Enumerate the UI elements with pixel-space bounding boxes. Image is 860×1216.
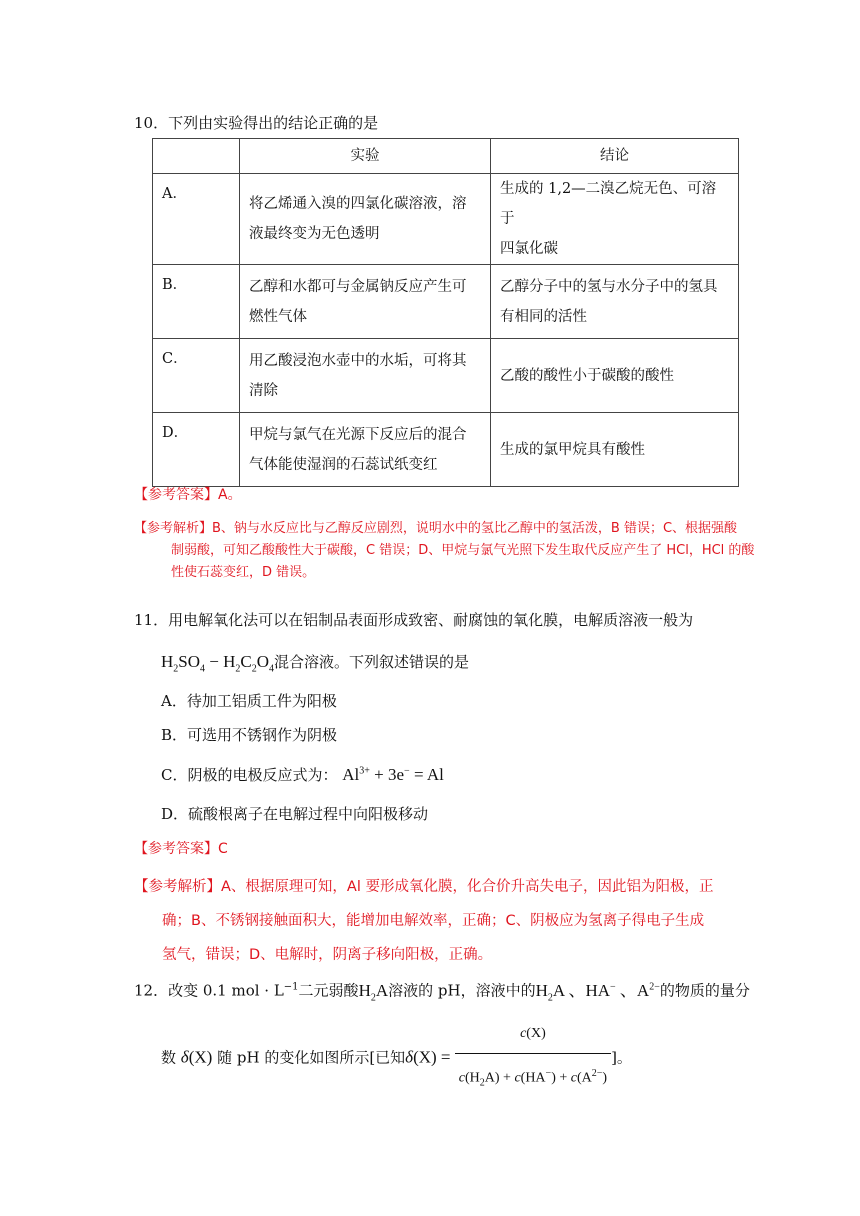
q12-stem-line2 (161, 1016, 632, 1101)
analysis-line: 氢气，错误；D、电解时，阴离子移向阳极，正确。 (162, 947, 493, 963)
experiment-line: 燃性气体 (249, 308, 307, 325)
h2a-formula: $H_2A$ (358, 980, 389, 1004)
experiment-table (152, 138, 739, 487)
experiment-line: 甲烷与氯气在光源下反应后的混合 (249, 426, 467, 443)
q12-text-c: 溶液的 pH，溶液中的 (388, 981, 536, 1000)
cathode-equation: $Al^{3+} + 3e^- = Al$ (342, 765, 444, 784)
q11-answer (134, 838, 228, 858)
row-experiment (240, 174, 491, 265)
analysis-line: 【参考解析】A、根据原理可知，Al 要形成氧化膜，化合价升高失电子，因此铝为阳极，正 (134, 879, 714, 895)
table-header-cell (153, 139, 240, 174)
table-row (153, 174, 739, 265)
q11-option-a: A．待加工铝质工件为阳极 (161, 692, 337, 710)
row-experiment (240, 413, 491, 487)
species-formulas: $H_2A$ 、HA− 、$A^{2-}$ (535, 980, 660, 1004)
q11-option-d: D．硫酸根离子在电解过程中向阳极移动 (161, 805, 429, 823)
q12-text-g: ]。 (611, 1048, 632, 1067)
analysis-line: 【参考解析】B、钠与水反应比与乙醇反应剧烈，说明水中的氢比乙醇中的氢活泼，B 错误；C、根据强酸 (134, 521, 738, 536)
experiment-line: 清除 (249, 382, 278, 399)
q12-text-e: 数 (161, 1048, 177, 1067)
row-experiment (240, 265, 491, 339)
table-header-experiment: 实验 (240, 139, 491, 174)
experiment-line: 用乙酸浸泡水壶中的水垢，可将其 (249, 352, 467, 369)
q11-analysis (134, 870, 713, 972)
analysis-line: 制弱酸，可知乙酸酸性大于碳酸，C 错误；D、甲烷与氯气光照下发生取代反应产生了 HCl，HCl 的酸 (171, 543, 755, 558)
q11-stem-suffix: 混合溶液。下列叙述错误的是 (274, 653, 470, 671)
q12-text-a: 12．改变 0.1 mol · L (134, 981, 284, 1000)
table-header-row (153, 139, 739, 174)
row-option-label: A． (153, 174, 240, 265)
q11-option-b: B．可选用不锈钢作为阴极 (161, 726, 338, 744)
analysis-line: 确；B、不锈钢接触面积大，能增加电解效率，正确；C、阴极应为氢离子得电子生成 (162, 913, 705, 929)
answer-value: C (218, 841, 228, 857)
q10-analysis (134, 518, 754, 584)
electrolyte-formula: $H_2SO_4 - H_2C_2O_4$ (161, 652, 275, 675)
row-option-label: C． (153, 339, 240, 413)
row-experiment (240, 339, 491, 413)
q12-stem-line1: 12．改变 0.1 mol · $L^{-1}$二元弱酸$H_2A$溶液的 pH，溶液中的$H_2A$ 、HA− 、$A^{2-}$的物质的量分 (134, 980, 750, 1004)
row-conclusion (491, 174, 739, 265)
table-row (153, 339, 739, 413)
row-option-label: D． (153, 413, 240, 487)
q11-option-c (161, 764, 444, 785)
answer-label: 【参考答案】 (134, 841, 218, 857)
conclusion-line: 乙醇分子中的氢与水分子中的氢具 (500, 278, 718, 295)
q12-text-b: 二元弱酸 (298, 981, 359, 1000)
q10-stem: 10．下列由实验得出的结论正确的是 (134, 114, 379, 132)
q11-stem: 11．用电解氧化法可以在铝制品表面形成致密、耐腐蚀的氧化膜，电解质溶液一般为 (134, 611, 694, 629)
table-row (153, 413, 739, 487)
table-row (153, 265, 739, 339)
delta-definition: δ(X) = (405, 1047, 455, 1067)
q12-text-f: 随 pH 的变化如图所示[已知 (217, 1048, 406, 1067)
q11-stem-line2 (161, 652, 469, 679)
experiment-line: 乙醇和水都可与金属钠反应产生可 (249, 278, 467, 295)
analysis-line: 性使石蕊变红，D 错误。 (171, 565, 316, 580)
table-header-conclusion: 结论 (491, 139, 739, 174)
option-c-text: C．阴极的电极反应式为： (161, 766, 338, 784)
experiment-line: 液最终变为无色透明 (249, 226, 380, 242)
row-conclusion: 乙酸的酸性小于碳酸的酸性 (491, 339, 739, 413)
conclusion-line: 有相同的活性 (500, 308, 587, 325)
q10-answer: 【参考答案】A。 (134, 487, 242, 503)
delta-symbol: δ(X) (180, 1047, 213, 1067)
row-option-label: B． (153, 265, 240, 339)
row-conclusion: 生成的氯甲烷具有酸性 (491, 413, 739, 487)
fraction-formula: $\frac{c(X)}{c(H_2A) + c(HA^-) + c(A^{2-})}$ (455, 1016, 611, 1101)
row-conclusion (491, 265, 739, 339)
conclusion-line: 四氯化碳 (500, 241, 558, 257)
experiment-line: 将乙烯通入溴的四氯化碳溶液，溶 (249, 196, 467, 212)
experiment-line: 气体能使湿润的石蕊试纸变红 (249, 456, 438, 473)
conclusion-line: 生成的 1,2—二溴乙烷无色、可溶于 (500, 181, 717, 227)
q12-text-d: 的物质的量分 (659, 981, 750, 1000)
